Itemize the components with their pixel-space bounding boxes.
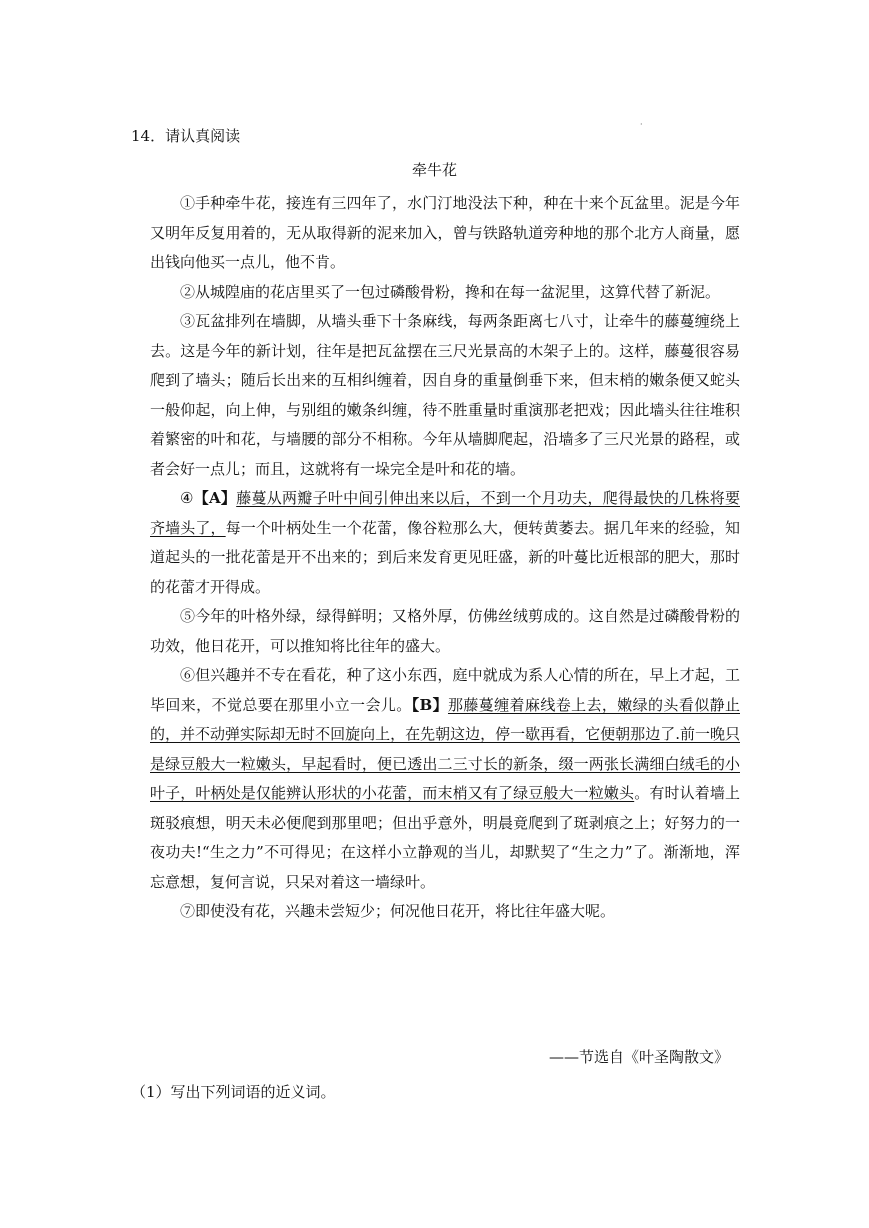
paragraph-1: ①手种牵牛花，接连有三四年了，水门汀地没法下种，种在十来个瓦盆里。泥是今年又明年反复用着的，无从取得新的泥来加入，曾与铁路轨道旁种地的那个北方人商量，愿出钱向他买一点儿，他不肯。	[150, 194, 740, 271]
paragraph-5: ⑤今年的叶格外绿，绿得鲜明；又格外厚，仿佛丝绒剪成的。这自然是过磷酸骨粉的功效，他日花开，可以推知将比往年的盛大。	[150, 607, 740, 655]
paragraph-7: ⑦即使没有花，兴趣未尝短少；何况他日花开，将比往年盛大呢。	[180, 902, 616, 920]
paragraph-4	[150, 484, 740, 602]
paragraph-6-rest: 。有时认着墙上斑驳痕想，明天未必便爬到那里吧；但出乎意外，明晨竟爬到了斑剥痕之上；好努力的一夜功夫!“生之力”不可得见；在这样小立静观的当儿，却默契了“生之力”了。渐渐地，浑忘意想，复何言说，只呆对着这一墙绿叶。	[150, 784, 740, 891]
marker-a: 【A】	[193, 489, 237, 507]
question-header: 14．请认真阅读	[131, 127, 241, 145]
paragraph-6-start: ⑥但兴趣并不专在看花，种了这小东西，庭中就成为系人心情的所在，早上才起，工毕回来，不觉总要在那里小立一会儿。	[150, 666, 740, 714]
paragraph-3: ③瓦盆排列在墙脚，从墙头垂下十条麻线，每两条距离七八寸，让牵牛的藤蔓缠绕上去。这是今年的新计划，往年是把瓦盆摆在三尺光景高的木架子上的。这样，藤蔓很容易爬到了墙头；随后长出来的互相纠缠着，因自身的重量倒垂下来，但末梢的嫩条便又蛇头一般仰起，向上伸，与别组的嫩条纠缠，待不胜重量时重演那老把戏；因此墙头往往堆积着繁密的叶和花，与墙腰的部分不相称。今年从墙脚爬起，沿墙多了三尺光景的路程，或者会好一点儿；而且，这就将有一垛完全是叶和花的墙。	[150, 312, 740, 478]
paragraph-2: ②从城隍庙的花店里买了一包过磷酸骨粉，搀和在每一盆泥里，这算代替了新泥。	[180, 282, 721, 301]
article-body	[150, 189, 740, 927]
underlined-sentence-a: 藤蔓从两瓣子叶中间引伸出来以后，不到一个月功夫，爬得最快的几株将要齐墙头了，	[150, 489, 740, 537]
paragraph-6	[150, 661, 740, 897]
article-title: 牵牛花	[411, 161, 457, 179]
source-attribution: ——节选自《叶圣陶散文》	[548, 1048, 729, 1066]
sub-question-1: （1）写出下列词语的近义词。	[131, 1083, 336, 1101]
underlined-sentence-b: 那藤蔓缠着麻线卷上去，嫩绿的头看似静止的，并不动弹实际却无时不回旋向上，在先朝这边，停一歇再看，它便朝那边了.前一晚只是绿豆般大一粒嫩头，早起看时，便已透出二三寸长的新条，缀一两张长满细白绒毛的小叶子，叶柄处是仅能辨认形状的小花蕾，而末梢又有了绿豆般大一粒嫩头	[150, 695, 740, 802]
marker-b: 【B】	[411, 695, 448, 714]
paragraph-4-rest: 每一个叶柄处生一个花蕾，像谷粒那么大，便转黄萎去。据几年来的经验，知道起头的一批花蕾是开不出来的；到后来发育更见旺盛，新的叶蔓比近根部的肥大，那时的花蕾才开得成。	[150, 518, 740, 596]
stray-mark: ·	[640, 120, 643, 129]
paragraph-4-number: ④	[180, 489, 194, 507]
